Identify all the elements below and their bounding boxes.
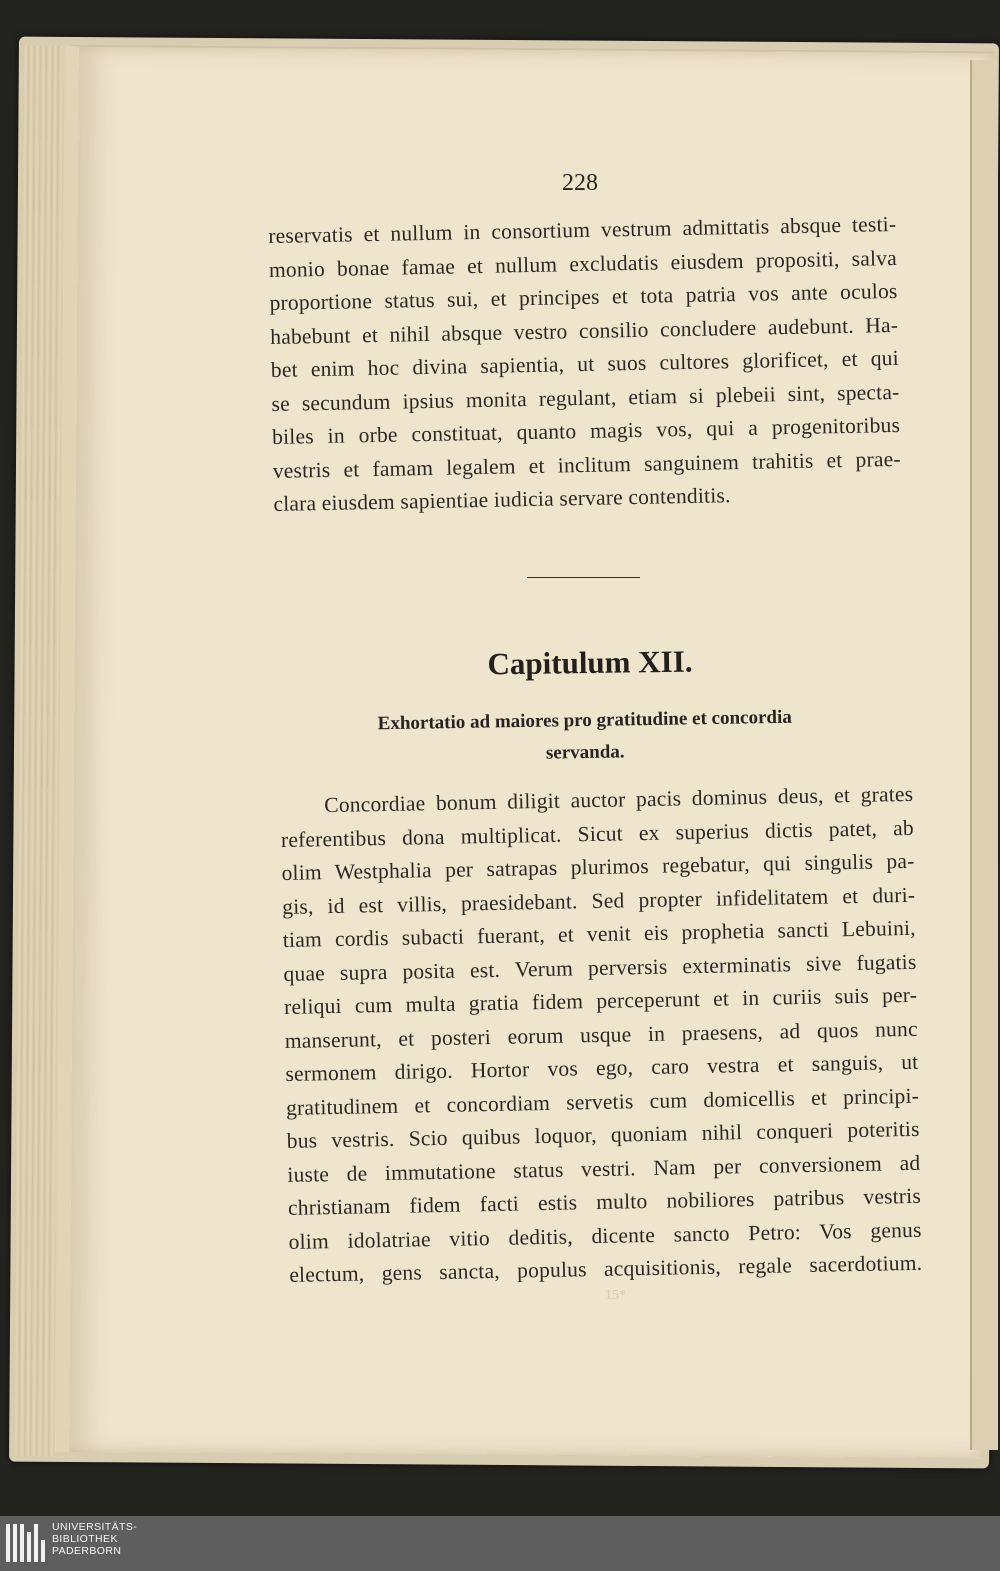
text-line: sermonem dirigo. Hortor vos ego, caro vestra et sanguis, ut — [285, 1049, 919, 1086]
chapter-paragraph — [280, 778, 923, 1293]
text-line: iuste de immutatione status vestri. Nam per conversionem ad — [287, 1150, 921, 1187]
chapter-subtitle-line: Exhortatio ad maiores pro gratitudine et concordia — [377, 706, 792, 735]
chapter-subtitle — [320, 701, 851, 773]
library-logo-icon — [6, 1520, 46, 1566]
text-line: reliqui cum multa gratia fidem perceperunt et in curiis suis per- — [283, 982, 918, 1019]
text-line: tiam cordis subacti fuerant, et venit eis prophetia sancti Lebuini, — [282, 915, 916, 952]
text-line: se secundum ipsius monita regulant, etiam si plebeii sint, specta- — [271, 379, 900, 416]
text-line: gratitudinem et concordiam servetis cum domicellis et principi- — [285, 1083, 920, 1120]
logo-text-line: PADERBORN — [52, 1545, 122, 1557]
text-line: manserunt, et posteri eorum usque in praesens, ad quos nunc — [284, 1016, 918, 1053]
paragraph-continuation — [268, 208, 902, 522]
logo-text-line: BIBLIOTHEK — [52, 1533, 118, 1545]
text-line: habebunt et nihil absque vestro consilio concludere audebunt. Ha- — [270, 312, 899, 349]
text-line: electum, gens sancta, populus acquisitionis, regale sacerdotium. — [289, 1250, 923, 1287]
text-line: biles in orbe constituat, quanto magis vos, qui a progenitoribus — [271, 412, 901, 449]
text-line: reservatis et nullum in consortium vestrum admittatis absque testi- — [268, 211, 897, 248]
text-line: Concordiae bonum diligit auctor pacis dominus deus, et grates — [324, 781, 914, 818]
logo-text-line: UNIVERSITÄTS- — [52, 1521, 138, 1533]
text-line: bus vestris. Scio quibus loquor, quoniam nihil conqueri poteritis — [286, 1116, 920, 1153]
chapter-title: Capitulum XII. — [487, 643, 693, 682]
text-line: bet enim hoc divina sapientia, ut suos cultores glorificet, et qui — [270, 345, 899, 382]
library-footer-bar — [0, 1516, 1000, 1571]
text-line: olim idolatriae vitio deditis, dicente sancto Petro: Vos genus — [288, 1217, 922, 1254]
text-line: quae supra posita est. Verum perversis exterminatis sive fugatis — [283, 949, 917, 986]
text-line: clara eiusdem sapientiae iudicia servare contenditis. — [273, 483, 731, 516]
page-stack-right — [970, 60, 998, 1450]
page-number: 228 — [562, 170, 598, 196]
signature-mark: 15* — [605, 1288, 626, 1303]
chapter-subtitle-line: servanda. — [545, 741, 625, 764]
text-line: christianam fidem facti estis multo nobiliores patribus vestris — [287, 1183, 922, 1220]
text-line: olim Westphalia per satrapas plurimos regebatur, qui singulis pa- — [281, 848, 915, 885]
text-line: vestris et famam legalem et inclitum sanguinem trahitis et prae- — [272, 446, 901, 483]
library-logo-text — [52, 1521, 137, 1557]
text-line: gis, id est villis, praesidebant. Sed propter infidelitatem et duri- — [282, 882, 916, 919]
text-line: monio bonae famae et nullum excludatis eiusdem propositi, salva — [268, 245, 898, 282]
text-line: proportione status sui, et principes et tota patria vos ante oculos — [269, 278, 898, 315]
section-divider — [527, 577, 640, 578]
text-line: referentibus dona multiplicat. Sicut ex superius dictis patet, ab — [280, 815, 915, 852]
